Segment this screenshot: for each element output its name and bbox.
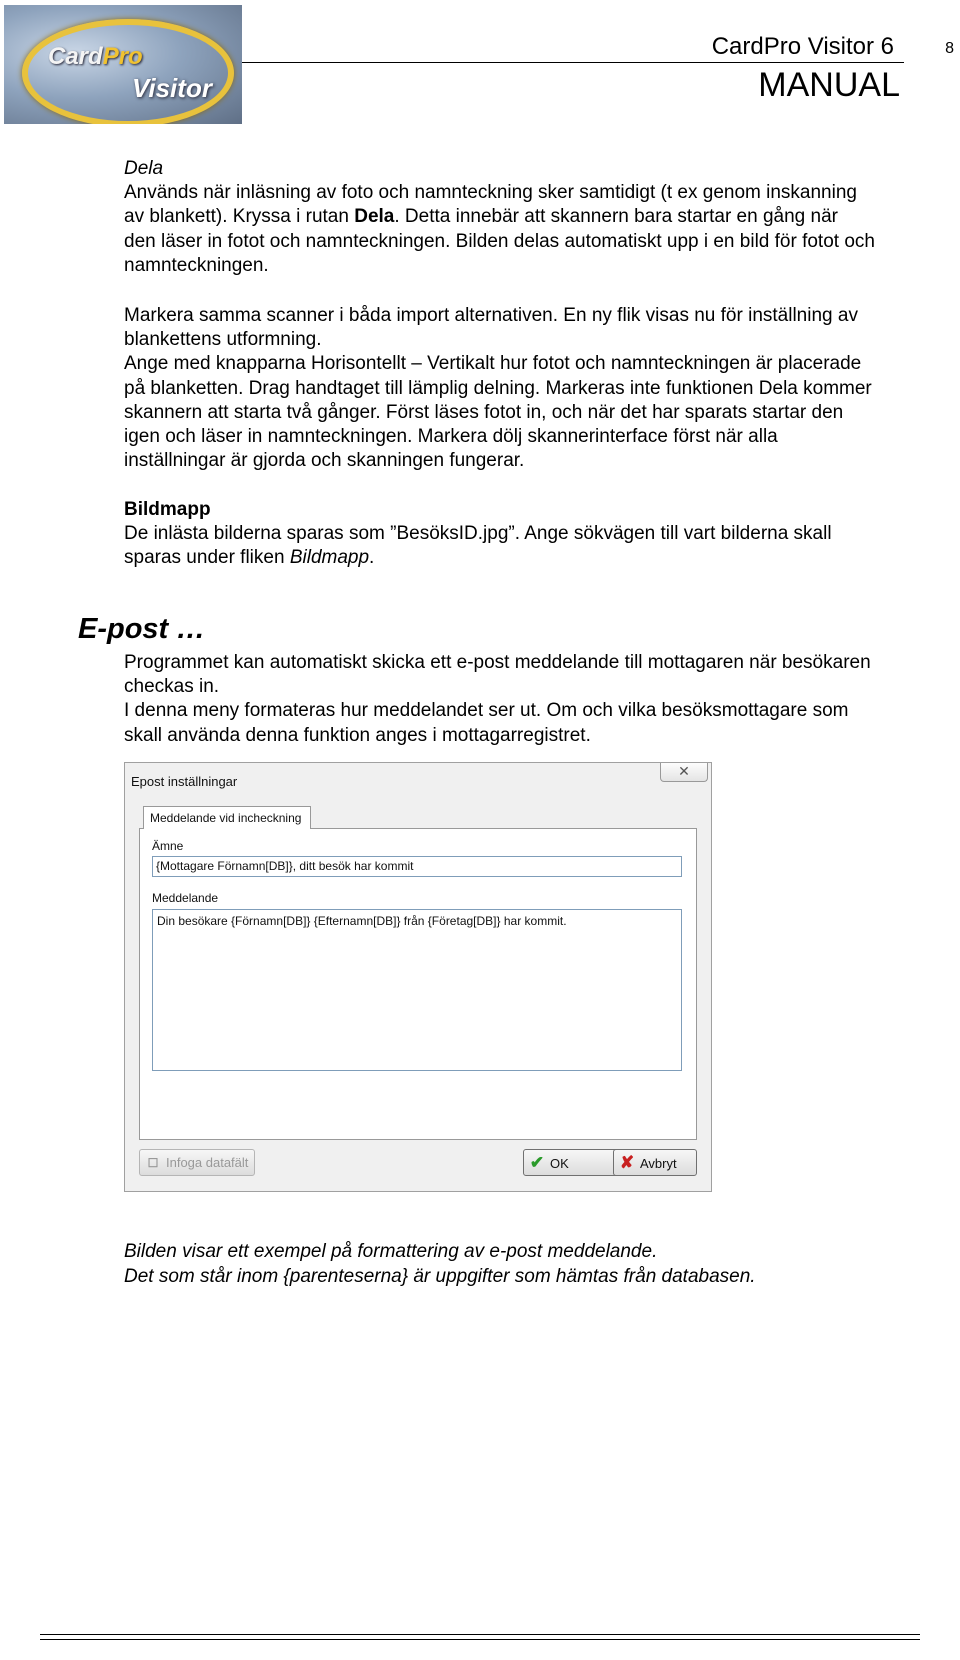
logo-ring (22, 19, 234, 124)
markera-section (124, 304, 960, 473)
checkbox-icon: ☐ (147, 1156, 159, 1170)
epost-line: skall använda denna funktion anges i mottagarregistret. (124, 724, 591, 746)
message-label: Meddelande (152, 891, 219, 905)
dela-section (124, 157, 960, 278)
document-subtitle: MANUAL (758, 66, 900, 104)
subject-label: Ämne (152, 839, 184, 853)
footer-rule (40, 1634, 920, 1635)
logo-word-card: CardPro (48, 43, 143, 70)
epost-heading: E-post … (78, 613, 206, 645)
tab-meddelande-vid-incheckning[interactable]: Meddelande vid incheckning (143, 806, 311, 829)
dela-line-4: namnteckningen. (124, 254, 269, 276)
dela-line-1: Används när inläsning av foto och namnteckning sker samtidigt (t ex genom inskanning (124, 182, 857, 204)
markera-line: inställningar är gjorda och skanningen fungerar. (124, 450, 525, 472)
bildmapp-line-1: De inlästa bilderna sparas som ”BesöksID.jpg”. Ange sökvägen till vart bilderna skall (124, 523, 832, 545)
subject-input[interactable]: {Mottagare Förnamn[DB]}, ditt besök har kommit (152, 856, 682, 877)
markera-line: skannern att starta två gånger. Först läses fotot in, och när det har sparats startar den (124, 401, 844, 423)
cross-icon: ✘ (619, 1153, 635, 1172)
cancel-button[interactable]: ✘ Avbryt (613, 1149, 697, 1176)
dialog-title: Epost inställningar (131, 774, 238, 789)
markera-line: på blanketten. Drag handtaget till lämplig delning. Markeras inte funktionen Dela kommer (124, 377, 872, 399)
tab-panel (139, 828, 697, 1140)
epost-line: I denna meny formateras hur meddelandet ser ut. Om och vilka besöksmottagare som (124, 700, 849, 722)
markera-line: blankettens utformning. (124, 329, 322, 351)
dela-line-2: av blankett). Kryssa i rutan Dela. Detta innebär att skannern bara startar en gång när (124, 206, 838, 228)
caption-line-1: Bilden visar ett exempel på formattering av e-post meddelande. (124, 1241, 658, 1262)
dela-heading: Dela (124, 158, 164, 179)
insert-datafield-button[interactable]: ☐ Infoga datafält (139, 1149, 255, 1176)
check-icon: ✔ (529, 1153, 545, 1172)
epost-line: checkas in. (124, 676, 220, 698)
document-title: CardPro Visitor 6 (711, 33, 894, 60)
header-rule (242, 62, 904, 63)
ok-button[interactable]: ✔ OK (523, 1149, 619, 1176)
logo-word-visitor: Visitor (132, 73, 212, 103)
epost-settings-dialog (124, 762, 712, 1192)
markera-line: Markera samma scanner i båda import alternativen. En ny flik visas nu för inställning av (124, 305, 858, 326)
bildmapp-heading: Bildmapp (124, 499, 211, 520)
markera-line: Ange med knapparna Horisontellt – Vertikalt hur fotot och namnteckningen är placerade (124, 353, 862, 375)
cardpro-visitor-logo (4, 5, 242, 124)
caption-line-2: Det som står inom {parenteserna} är uppgifter som hämtas från databasen. (124, 1265, 756, 1287)
message-textarea[interactable]: Din besökare {Förnamn[DB]} {Efternamn[DB]} från {Företag[DB]} har kommit. (152, 909, 682, 1071)
markera-line: igen och läser in namnteckningen. Markera dölj skannerinterface först när alla (124, 426, 778, 448)
epost-section (124, 651, 960, 748)
figure-caption (124, 1240, 756, 1289)
footer-rule (40, 1639, 920, 1640)
page-number: 8 (945, 40, 954, 57)
bildmapp-line-2: sparas under fliken Bildmapp. (124, 547, 375, 569)
epost-line: Programmet kan automatiskt skicka ett e-post meddelande till mottagaren när besökaren (124, 652, 871, 673)
close-icon[interactable]: ✕ (660, 763, 708, 782)
bildmapp-section (124, 498, 960, 571)
dela-line-3: den läser in fotot och namnteckningen. Bilden delas automatiskt upp i en bild för fotot och (124, 230, 875, 252)
